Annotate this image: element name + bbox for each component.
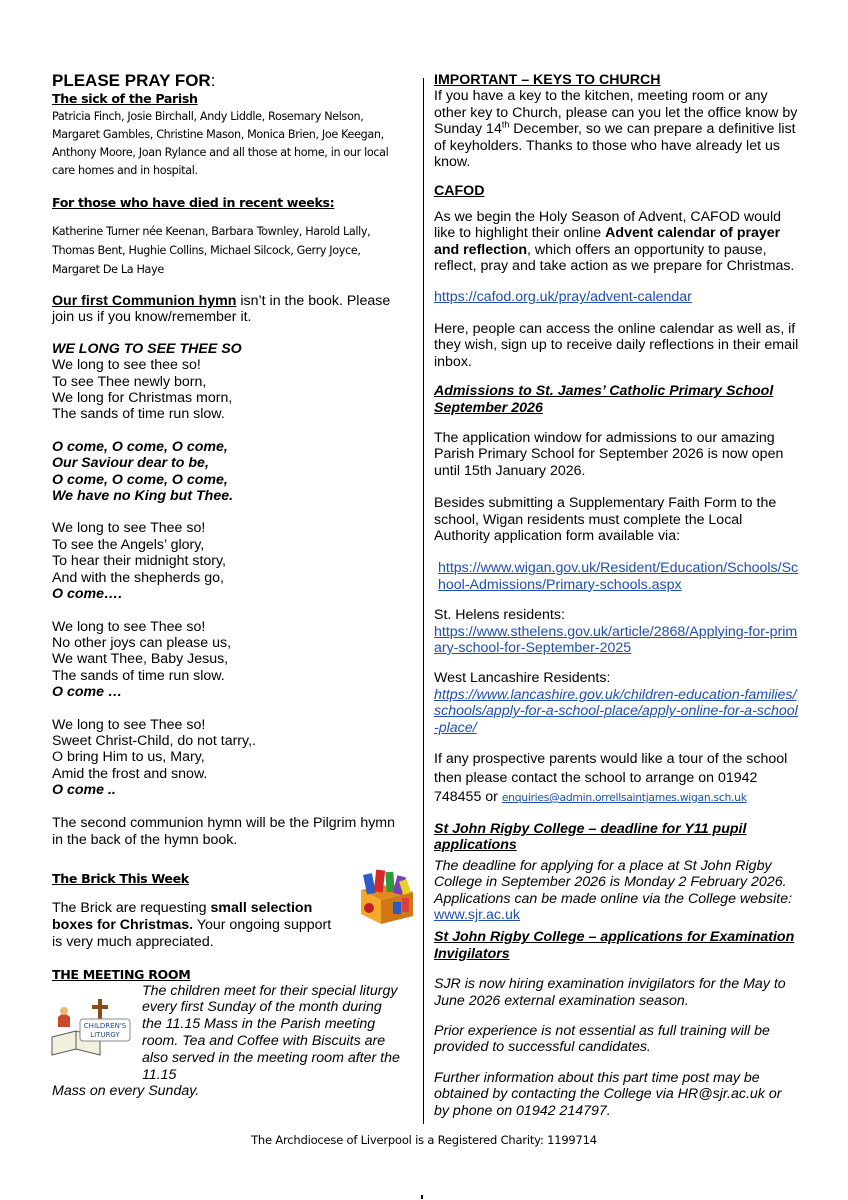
charity-footer: The Archdiocese of Liverpool is a Registered Charity: 1199714 bbox=[251, 1133, 597, 1147]
meeting-text-last: Mass on every Sunday. bbox=[52, 1083, 200, 1100]
brick-heading: The Brick This Week bbox=[52, 870, 189, 886]
meeting-heading: THE MEETING ROOM bbox=[52, 966, 191, 982]
communion-note bbox=[52, 293, 400, 326]
admissions-p1: The application window for admissions to our amazing Parish Primary School for September 2026 is now open until 15th January 2026. bbox=[434, 429, 784, 479]
admissions-heading: Admissions to St. James’ Catholic Primary School September 2026 bbox=[434, 383, 774, 416]
chorus-line: O come, O come, O come, bbox=[52, 438, 228, 455]
died-heading: For those who have died in recent weeks: bbox=[52, 195, 335, 210]
verse-line: No other joys can please us, bbox=[52, 634, 232, 651]
brick-text-post: is very much appreciated. bbox=[52, 933, 214, 950]
school-email-link[interactable]: enquiries@admin.orrellsaintjames.wigan.sch.uk bbox=[501, 791, 747, 804]
pray-heading-text: PLEASE PRAY FOR bbox=[52, 71, 211, 90]
sthelens-label: St. Helens residents: bbox=[434, 607, 565, 624]
gift-box-icon bbox=[355, 868, 417, 926]
brick-text-bold: boxes for Christmas. bbox=[52, 916, 194, 933]
verse-refrain: O come .. bbox=[52, 782, 116, 799]
verse-line: We long to see thee so! bbox=[52, 357, 201, 374]
westlancs-link[interactable]: https://www.lancashire.gov.uk/children-education-families/schools/apply-for-a-school-place/apply-online-for-a-school-place/ bbox=[434, 686, 798, 736]
verse-line: We long to see Thee so! bbox=[52, 716, 206, 733]
liturgy-logo-text: CHILDREN'S bbox=[83, 1021, 127, 1030]
cafod-heading: CAFOD bbox=[434, 183, 485, 200]
sthelens-link[interactable]: https://www.sthelens.gov.uk/article/2868/Applying-for-primary-school-for-September-2025 bbox=[434, 623, 798, 656]
meeting-text: The children meet for their special liturgy every first Sunday of the month during the 11.15 Mass in the Parish meeting room. Tea and Coffee with Biscuits are also served in the meeting room after the 11.15 bbox=[142, 982, 400, 1083]
hymn-verse-1 bbox=[52, 357, 400, 423]
hymn-chorus bbox=[52, 439, 400, 505]
verse-line: Amid the frost and snow. bbox=[52, 765, 208, 782]
keys-text bbox=[434, 88, 800, 170]
communion-note-bold: Our first Communion hymn bbox=[52, 293, 237, 309]
keys-text-part: If you have a key to the kitchen, meeting room or any other key to Church, please can you let the office know by Sunday 14 bbox=[434, 88, 798, 138]
second-hymn-note: The second communion hymn will be the Pilgrim hymn in the back of the hymn book. bbox=[52, 814, 396, 849]
verse-line: We want Thee, Baby Jesus, bbox=[52, 651, 229, 668]
sjr-deadline-text-main: The deadline for applying for a place at St John Rigby College in September 2026 is Monday 2 February 2026. Applications can be made online via the College website: bbox=[434, 857, 793, 907]
verse-line: To see Thee newly born, bbox=[52, 373, 207, 390]
sjr-website-link[interactable]: www.sjr.ac.uk bbox=[434, 907, 520, 924]
sick-heading: The sick of the Parish bbox=[52, 91, 198, 106]
westlancs-link-row bbox=[434, 687, 800, 736]
childrens-liturgy-icon bbox=[46, 997, 132, 1061]
keys-text-sup: th bbox=[501, 119, 510, 130]
verse-line: We long for Christmas morn, bbox=[52, 390, 233, 407]
sjr-invigilators-p3: Further information about this part time post may be obtained by contacting the College via HR@sjr.ac.uk or by phone on 01942 214797. bbox=[434, 1069, 782, 1119]
sjr-deadline-heading: St John Rigby College – deadline for Y11 pupil applications bbox=[434, 821, 747, 854]
sjr-invigilators-p2: Prior experience is not essential as full training will be provided to successful candidates. bbox=[434, 1023, 770, 1056]
cafod-link-row bbox=[434, 289, 800, 305]
verse-refrain: O come…. bbox=[52, 586, 123, 603]
meeting-section bbox=[52, 983, 400, 1101]
verse-line: O bring Him to us, Mary, bbox=[52, 749, 205, 766]
right-column bbox=[434, 72, 800, 1119]
verse-refrain: O come … bbox=[52, 684, 123, 701]
page-mark bbox=[421, 1195, 423, 1199]
keys-text-part: December, so we can prepare a definitive list of keyholders. Thanks to those who have already let us know. bbox=[434, 121, 796, 171]
verse-line: We long to see Thee so! bbox=[52, 618, 206, 635]
brick-text-bold: small selection bbox=[210, 899, 313, 916]
westlancs-label: West Lancashire Residents: bbox=[434, 670, 611, 687]
sjr-deadline-text bbox=[434, 858, 800, 924]
cafod-text-post: , which offers an opportunity to pause, reflect, pray and take action as we prepare for Christmas. bbox=[434, 241, 795, 275]
cafod-text-bold: Advent calendar of prayer and reflection bbox=[434, 225, 781, 258]
chorus-line: O come, O come, O come, bbox=[52, 471, 228, 488]
communion-note-rest: isn’t in the book. Please join us if you know/remember it. bbox=[52, 293, 391, 326]
verse-line: We long to see Thee so! bbox=[52, 520, 206, 537]
tour-text bbox=[434, 750, 800, 807]
admissions-p2: Besides submitting a Supplementary Faith Form to the school, Wigan residents must complete the Local Authority application form available via: bbox=[434, 495, 777, 544]
cafod-more: Here, people can access the online calendar as well as, if they wish, sign up to receive daily reflections in their email inbox. bbox=[434, 320, 799, 370]
verse-line: And with the shepherds go, bbox=[52, 569, 224, 586]
verse-line: To hear their midnight story, bbox=[52, 553, 227, 570]
sjr-invigilators-p1: SJR is now hiring examination invigilators for the May to June 2026 external examination season. bbox=[434, 976, 786, 1009]
died-names: Katherine Turner née Keenan, Barbara Townley, Harold Lally, Thomas Bent, Hughie Collins, Michael Silcock, Gerry Joyce, Margaret De La Haye bbox=[52, 225, 371, 276]
chorus-line: Our Saviour dear to be, bbox=[52, 455, 209, 472]
tour-text-main: If any prospective parents would like a tour of the school then please contact the school to arrange on 01942 748455 or bbox=[434, 751, 788, 805]
hymn-verse-2 bbox=[52, 520, 400, 602]
cafod-link[interactable]: https://cafod.org.uk/pray/advent-calendar bbox=[434, 289, 692, 306]
pray-heading bbox=[52, 72, 400, 90]
verse-line: The sands of time run slow. bbox=[52, 406, 225, 423]
column-divider bbox=[423, 78, 424, 1124]
sjr-invigilators-heading: St John Rigby College – applications for Examination Invigilators bbox=[434, 929, 795, 962]
brick-text bbox=[52, 900, 400, 951]
hymn-verse-3 bbox=[52, 619, 400, 701]
brick-section bbox=[52, 900, 400, 951]
verse-line: The sands of time run slow. bbox=[52, 667, 225, 684]
verse-line: Sweet Christ-Child, do not tarry,. bbox=[52, 732, 256, 749]
hymn-title: WE LONG TO SEE THEE SO bbox=[52, 340, 242, 357]
liturgy-logo-text: LITURGY bbox=[90, 1030, 120, 1039]
hymn-verse-4 bbox=[52, 717, 400, 799]
wigan-link-row bbox=[434, 560, 800, 593]
brick-text-post: Your ongoing support bbox=[193, 916, 332, 933]
verse-line: To see the Angels’ glory, bbox=[52, 536, 205, 553]
wigan-link[interactable]: https://www.wigan.gov.uk/Resident/Education/Schools/School-Admissions/Primary-schools.aspx bbox=[438, 560, 799, 593]
chorus-line: We have no King but Thee. bbox=[52, 488, 234, 505]
cafod-text bbox=[434, 209, 800, 275]
sthelens-link-row bbox=[434, 624, 800, 657]
brick-text-pre: The Brick are requesting bbox=[52, 899, 211, 916]
cafod-text-pre: As we begin the Holy Season of Advent, CAFOD would like to highlight their online bbox=[434, 208, 781, 242]
sick-names: Patricia Finch, Josie Birchall, Andy Liddle, Rosemary Nelson, Margaret Gambles, Christine Mason, Monica Brien, Joe Keegan, Anthony Moore, Joan Rylance and all those at home, in our local care homes and in hospital. bbox=[52, 110, 389, 177]
pray-heading-colon: : bbox=[210, 71, 216, 90]
left-column bbox=[52, 72, 400, 1100]
keys-heading: IMPORTANT – KEYS TO CHURCH bbox=[434, 72, 661, 88]
